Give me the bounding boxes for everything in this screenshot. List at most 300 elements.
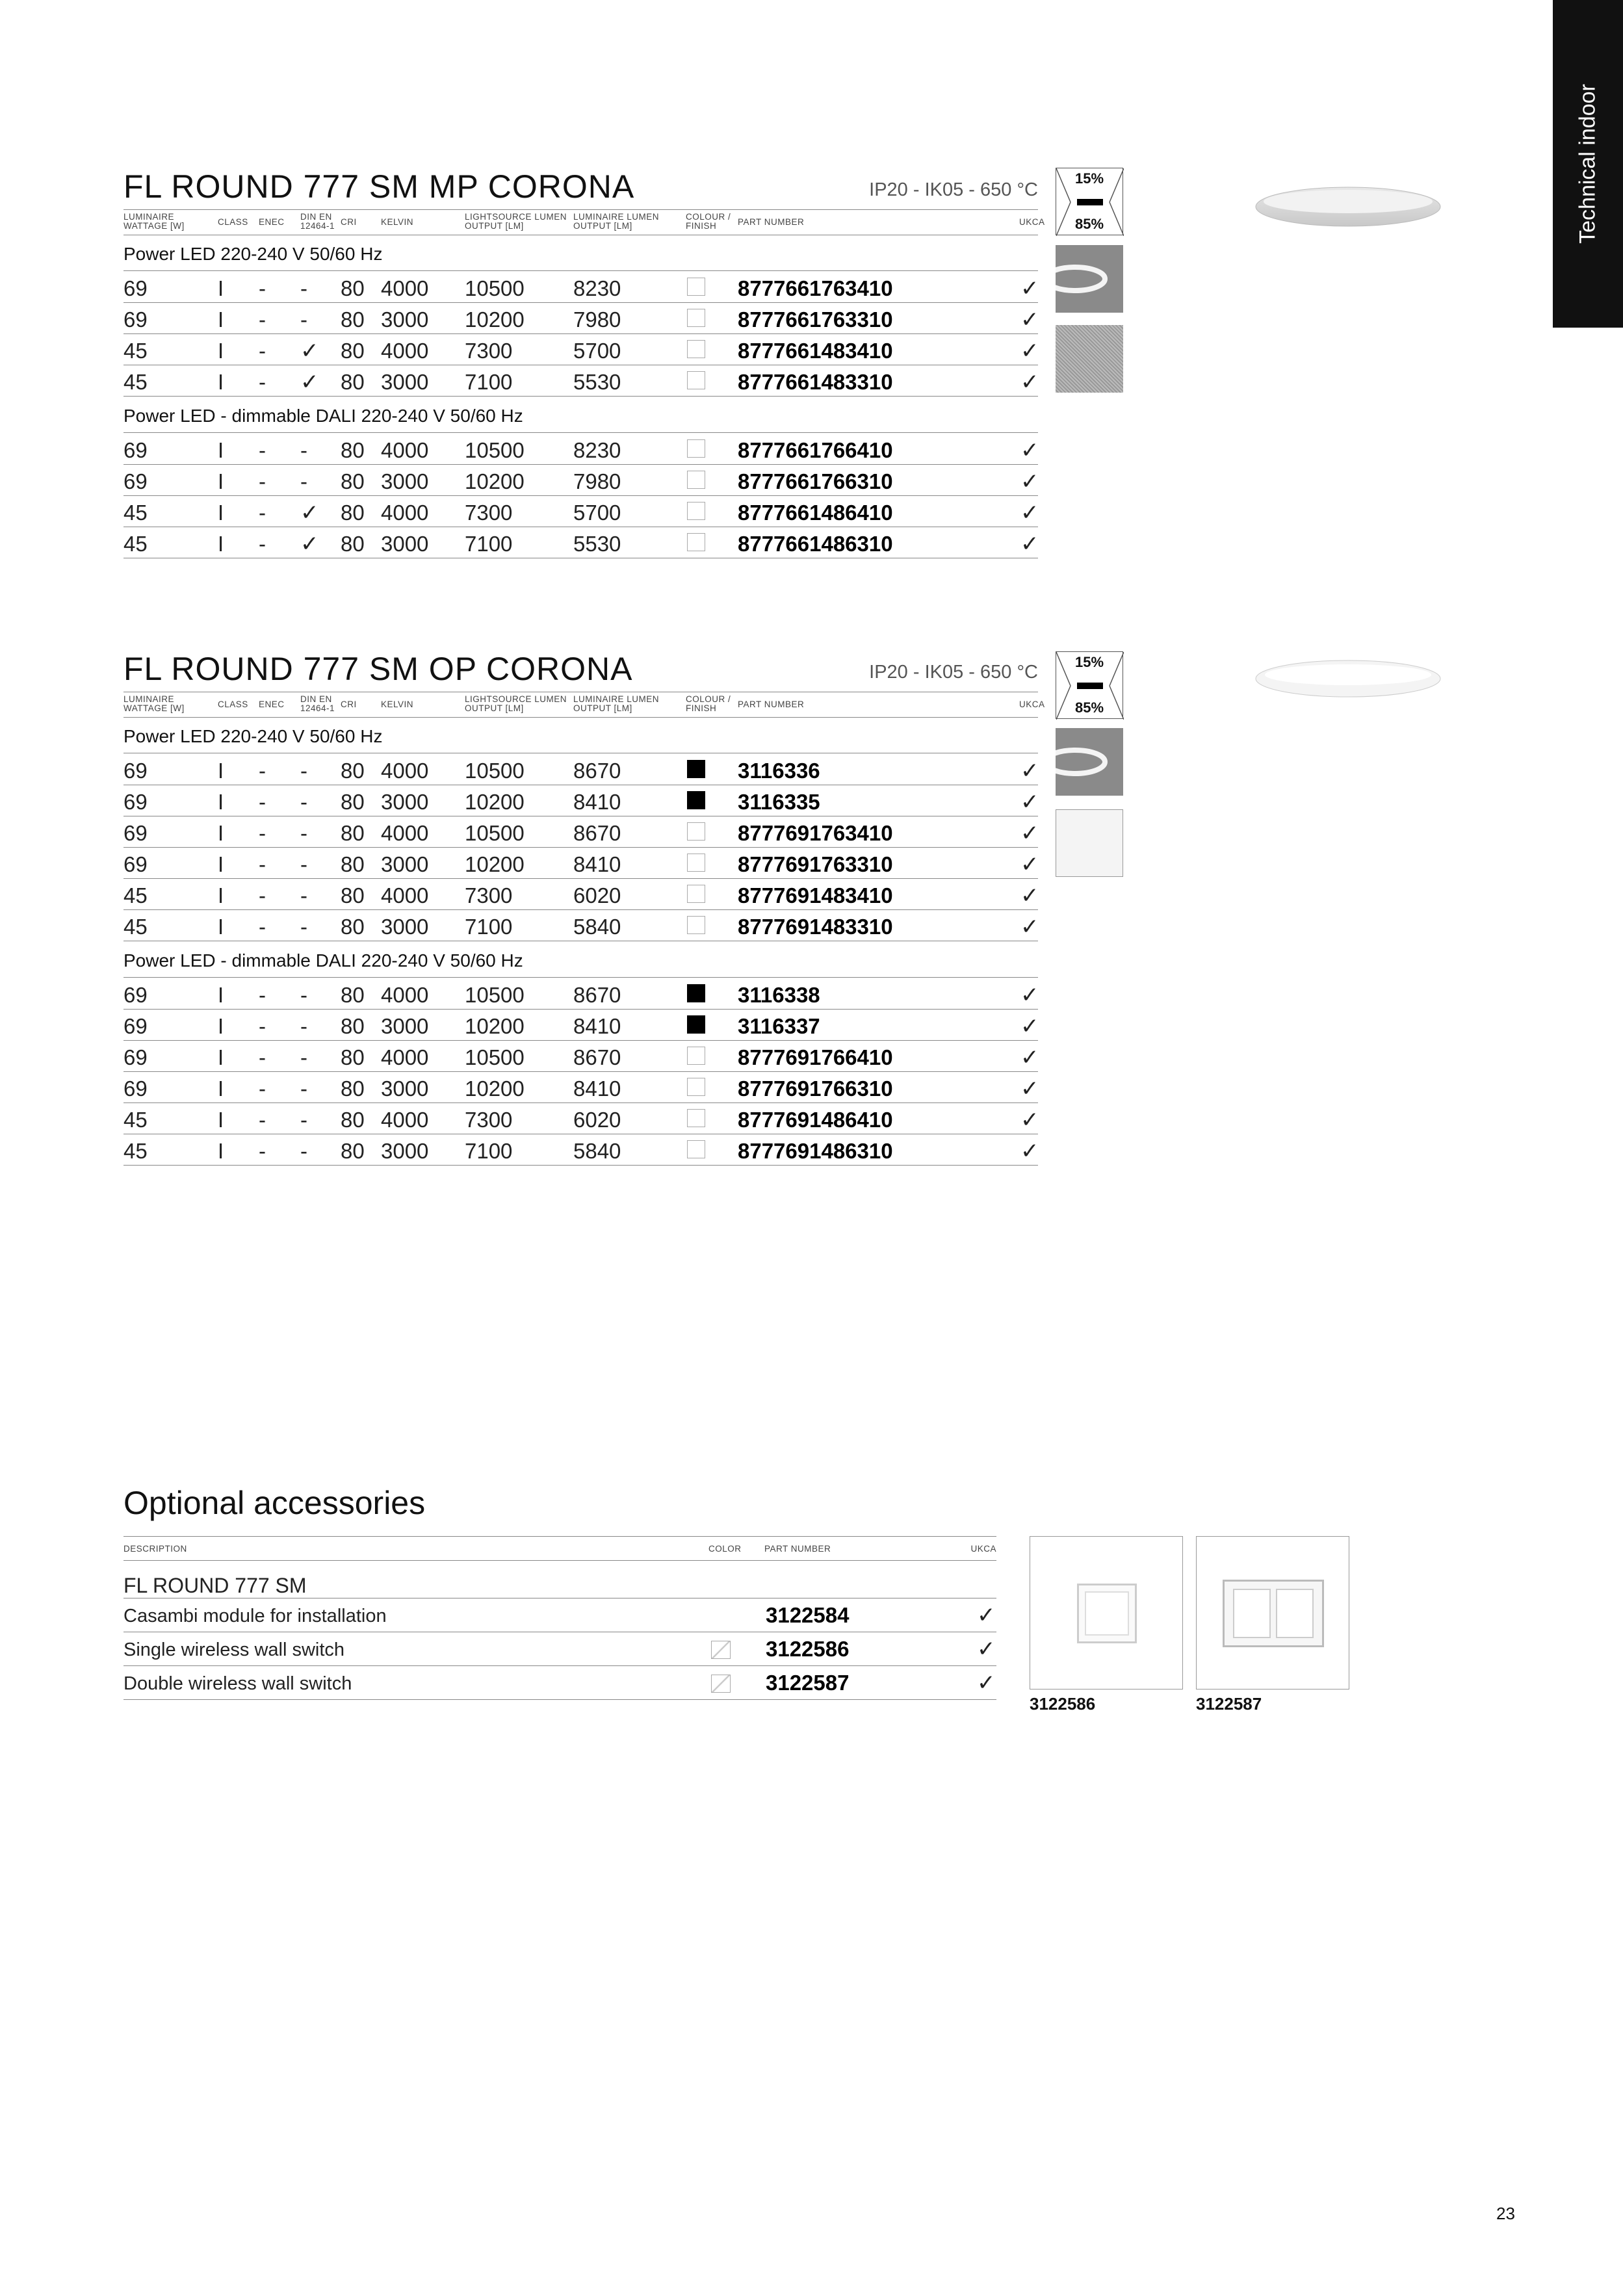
luminaire-lumen: 8410 (573, 1014, 621, 1038)
kelvin: 4000 (381, 883, 429, 907)
table-row (123, 365, 1038, 397)
part-number: 8777691483410 (738, 883, 893, 907)
section2-column-header (123, 692, 1045, 718)
class: I (218, 339, 224, 363)
finish-swatch-white (687, 916, 705, 934)
ukca-check-icon: ✓ (1020, 307, 1039, 332)
class: I (218, 1139, 224, 1163)
din-en-12464: - (300, 1139, 307, 1163)
kelvin: 3000 (381, 852, 429, 876)
finish-swatch-black (687, 760, 705, 778)
section1-light-distribution-icon (1056, 168, 1123, 235)
din-en-12464: - (300, 1108, 307, 1132)
wattage: 45 (123, 501, 148, 525)
finish-swatch-white (687, 309, 705, 327)
din-en-12464: - (300, 821, 307, 845)
lightsource-lumen: 7300 (465, 883, 513, 907)
cri: 80 (341, 1076, 365, 1101)
enec: - (259, 1045, 266, 1069)
ukca-check-icon: ✓ (1020, 915, 1039, 939)
kelvin: 4000 (381, 1108, 429, 1132)
class: I (218, 370, 224, 394)
lightsource-lumen: 10200 (465, 469, 525, 493)
table-row (123, 847, 1038, 879)
din-en-12464: - (300, 276, 307, 300)
cri: 80 (341, 1014, 365, 1038)
table-row (123, 909, 1038, 941)
luminaire-lumen: 8410 (573, 1076, 621, 1101)
col-finish: COLOUR / FINISH (686, 212, 731, 231)
kelvin: 4000 (381, 1045, 429, 1069)
cri: 80 (341, 759, 365, 783)
ukca-check-icon: ✓ (1020, 370, 1039, 395)
finish-swatch-white (687, 439, 705, 458)
col-wattage: LUMINAIRE WATTAGE [W] (123, 694, 185, 713)
ukca-check-icon: ✓ (1020, 883, 1039, 908)
ukca-check-icon: ✓ (1020, 1014, 1039, 1039)
page-number: 23 (1496, 2204, 1515, 2223)
din-en-12464: - (300, 1076, 307, 1101)
wattage: 45 (123, 370, 148, 394)
accessory-image-double-switch (1196, 1536, 1349, 1689)
part-number: 8777691766310 (738, 1076, 893, 1101)
section-tab (1553, 0, 1623, 328)
enec: - (259, 790, 266, 814)
class: I (218, 759, 224, 783)
ukca-check-icon: ✓ (1020, 983, 1039, 1008)
col-description: DESCRIPTION (123, 1544, 187, 1554)
part-number: 8777661763410 (738, 276, 893, 300)
accessories-group-row (123, 1562, 996, 1598)
beam-up-value: 15% (1074, 170, 1104, 187)
col-enec: ENEC (259, 699, 285, 709)
wattage: 45 (123, 532, 148, 556)
enec: - (259, 307, 266, 332)
col-class: CLASS (218, 699, 248, 709)
class: I (218, 883, 224, 907)
wattage: 69 (123, 983, 148, 1007)
group-label: Power LED 220-240 V 50/60 Hz (123, 726, 383, 746)
section2-light-distribution-icon (1056, 651, 1123, 719)
table-row (123, 1009, 1038, 1041)
wattage: 45 (123, 1108, 148, 1132)
part-number: 8777661763310 (738, 307, 893, 332)
din-en-12464: ✓ (300, 339, 319, 363)
accessories-group-label: FL ROUND 777 SM (123, 1574, 307, 1597)
col-kelvin: KELVIN (381, 699, 414, 709)
luminaire-lumen: 8410 (573, 790, 621, 814)
luminaire-lumen: 5840 (573, 1139, 621, 1163)
table-row (123, 978, 1038, 1010)
kelvin: 3000 (381, 469, 429, 493)
light-effect-swatch (1056, 728, 1123, 796)
class: I (218, 790, 224, 814)
cri: 80 (341, 307, 365, 332)
class: I (218, 469, 224, 493)
kelvin: 3000 (381, 1139, 429, 1163)
ukca-check-icon: ✓ (1020, 759, 1039, 783)
col-class: CLASS (218, 217, 248, 227)
part-number: 8777661486310 (738, 532, 893, 556)
class: I (218, 532, 224, 556)
col-cri: CRI (341, 217, 357, 227)
class: I (218, 983, 224, 1007)
finish-swatch-black (687, 1015, 705, 1034)
product-image-op-corona (1253, 650, 1443, 702)
cri: 80 (341, 339, 365, 363)
accessory-part-number: 3122584 (766, 1603, 850, 1627)
wattage: 69 (123, 1076, 148, 1101)
ukca-check-icon: ✓ (1020, 1045, 1039, 1070)
accessory-row (123, 1598, 996, 1632)
wattage: 69 (123, 759, 148, 783)
ukca-check-icon: ✓ (1020, 1076, 1039, 1101)
col-part-number: PART NUMBER (738, 699, 805, 709)
part-number: 8777691486410 (738, 1108, 893, 1132)
enec: - (259, 1139, 266, 1163)
table-row (123, 333, 1038, 365)
col-cri: CRI (341, 699, 357, 709)
enec: - (259, 883, 266, 907)
cri: 80 (341, 469, 365, 493)
finish-swatch-white (687, 1140, 705, 1158)
enec: - (259, 532, 266, 556)
luminaire-lumen: 5530 (573, 532, 621, 556)
lightsource-lumen: 10200 (465, 307, 525, 332)
kelvin: 4000 (381, 438, 429, 462)
section2-ip-rating: IP20 - IK05 - 650 °C (869, 662, 1038, 683)
ukca-check-icon: ✓ (1020, 821, 1039, 846)
luminaire-lumen: 8230 (573, 276, 621, 300)
accessory-description: Casambi module for installation (123, 1606, 387, 1626)
part-number: 8777661766310 (738, 469, 893, 493)
ukca-check-icon: ✓ (977, 1671, 996, 1695)
kelvin: 4000 (381, 276, 429, 300)
lightsource-lumen: 10500 (465, 983, 525, 1007)
wattage: 69 (123, 1045, 148, 1069)
luminaire-lumen: 5840 (573, 915, 621, 939)
product-image-mp-corona (1253, 176, 1443, 234)
table-row (123, 271, 1038, 303)
table-row (123, 433, 1038, 465)
accessory-description: Single wireless wall switch (123, 1639, 345, 1660)
col-ls-lumen: LIGHTSOURCE LUMEN OUTPUT [LM] (465, 212, 567, 231)
ukca-check-icon: ✓ (1020, 276, 1039, 301)
ukca-check-icon: ✓ (1020, 438, 1039, 463)
col-din: DIN EN 12464-1 (300, 212, 335, 231)
table-row (123, 1071, 1038, 1103)
cri: 80 (341, 1139, 365, 1163)
lightsource-lumen: 10200 (465, 790, 525, 814)
table-row (123, 785, 1038, 816)
table-row (123, 878, 1038, 910)
lightsource-lumen: 7300 (465, 1108, 513, 1132)
finish-swatch-white (687, 278, 705, 296)
lightsource-lumen: 10500 (465, 1045, 525, 1069)
cri: 80 (341, 983, 365, 1007)
ukca-check-icon: ✓ (1020, 501, 1039, 525)
lightsource-lumen: 10500 (465, 276, 525, 300)
luminaire-lumen: 8670 (573, 983, 621, 1007)
part-number: 8777661483310 (738, 370, 893, 394)
enec: - (259, 915, 266, 939)
part-number: 3116335 (738, 790, 820, 814)
enec: - (259, 339, 266, 363)
din-en-12464: - (300, 883, 307, 907)
ukca-check-icon: ✓ (1020, 469, 1039, 494)
col-lum-lumen: LUMINAIRE LUMEN OUTPUT [LM] (573, 212, 660, 231)
enec: - (259, 438, 266, 462)
cri: 80 (341, 501, 365, 525)
table-row (123, 1102, 1038, 1134)
class: I (218, 1045, 224, 1069)
lightsource-lumen: 7300 (465, 501, 513, 525)
finish-swatch-white (687, 854, 705, 872)
ukca-check-icon: ✓ (1020, 790, 1039, 815)
class: I (218, 1076, 224, 1101)
lightsource-lumen: 10500 (465, 759, 525, 783)
table-row (123, 1134, 1038, 1166)
enec: - (259, 852, 266, 876)
din-en-12464: ✓ (300, 532, 319, 556)
wattage: 69 (123, 276, 148, 300)
table-row (123, 302, 1038, 334)
wattage: 69 (123, 1014, 148, 1038)
part-number: 3116337 (738, 1014, 820, 1038)
col-kelvin: KELVIN (381, 217, 414, 227)
lightsource-lumen: 10200 (465, 1014, 525, 1038)
din-en-12464: - (300, 1014, 307, 1038)
accessory-caption: 3122587 (1196, 1694, 1262, 1714)
luminaire-lumen: 8230 (573, 438, 621, 462)
table-row (123, 464, 1038, 496)
col-enec: ENEC (259, 217, 285, 227)
col-din: DIN EN 12464-1 (300, 694, 335, 713)
cri: 80 (341, 438, 365, 462)
class: I (218, 915, 224, 939)
kelvin: 3000 (381, 1076, 429, 1101)
part-number: 8777661766410 (738, 438, 893, 462)
section2-title: FL ROUND 777 SM OP CORONA (123, 651, 633, 687)
din-en-12464: - (300, 983, 307, 1007)
kelvin: 4000 (381, 821, 429, 845)
din-en-12464: - (300, 790, 307, 814)
ukca-check-icon: ✓ (977, 1637, 996, 1662)
ukca-check-icon: ✓ (1020, 339, 1039, 363)
enec: - (259, 983, 266, 1007)
cri: 80 (341, 1045, 365, 1069)
wattage: 69 (123, 790, 148, 814)
table-row (123, 495, 1038, 527)
cri: 80 (341, 821, 365, 845)
din-en-12464: - (300, 759, 307, 783)
wattage: 69 (123, 307, 148, 332)
enec: - (259, 501, 266, 525)
table-row (123, 527, 1038, 558)
cri: 80 (341, 532, 365, 556)
ukca-check-icon: ✓ (1020, 1108, 1039, 1132)
beam-up-value: 15% (1074, 654, 1104, 670)
din-en-12464: - (300, 307, 307, 332)
din-en-12464: - (300, 1045, 307, 1069)
wattage: 69 (123, 438, 148, 462)
finish-swatch-white (687, 885, 705, 903)
finish-swatch-white (687, 502, 705, 520)
section1-column-header (123, 209, 1045, 235)
color-swatch-icon (711, 1641, 731, 1659)
luminaire-lumen: 7980 (573, 307, 621, 332)
class: I (218, 276, 224, 300)
beam-down-value: 85% (1074, 216, 1104, 232)
din-en-12464: - (300, 915, 307, 939)
luminaire-lumen: 7980 (573, 469, 621, 493)
enec: - (259, 370, 266, 394)
finish-swatch-white (687, 1109, 705, 1127)
light-effect-swatch (1056, 245, 1123, 313)
lightsource-lumen: 10200 (465, 1076, 525, 1101)
kelvin: 3000 (381, 915, 429, 939)
enec: - (259, 1076, 266, 1101)
finish-swatch-white (687, 822, 705, 841)
kelvin: 4000 (381, 339, 429, 363)
luminaire-lumen: 5700 (573, 501, 621, 525)
group-label: Power LED 220-240 V 50/60 Hz (123, 244, 383, 264)
col-ukca: UKCA (970, 1544, 996, 1554)
class: I (218, 852, 224, 876)
kelvin: 4000 (381, 983, 429, 1007)
part-number: 8777691483310 (738, 915, 893, 939)
enec: - (259, 759, 266, 783)
part-number: 8777691763310 (738, 852, 893, 876)
kelvin: 4000 (381, 501, 429, 525)
finish-swatch-white (687, 1078, 705, 1096)
finish-swatch-white (687, 1047, 705, 1065)
luminaire-lumen: 8670 (573, 759, 621, 783)
kelvin: 3000 (381, 532, 429, 556)
wattage: 45 (123, 915, 148, 939)
table-row (123, 753, 1038, 785)
section1-title: FL ROUND 777 SM MP CORONA (123, 168, 635, 205)
finish-swatch-white (687, 533, 705, 551)
ukca-check-icon: ✓ (977, 1603, 996, 1628)
cri: 80 (341, 852, 365, 876)
enec: - (259, 1108, 266, 1132)
cri: 80 (341, 790, 365, 814)
accessory-part-number: 3122587 (766, 1671, 850, 1695)
lightsource-lumen: 10500 (465, 821, 525, 845)
part-number: 3116338 (738, 983, 820, 1007)
accessory-part-number: 3122586 (766, 1637, 850, 1661)
cri: 80 (341, 915, 365, 939)
enec: - (259, 1014, 266, 1038)
cri: 80 (341, 883, 365, 907)
col-part-number: PART NUMBER (764, 1544, 831, 1554)
accessory-row (123, 1665, 996, 1700)
opal-diffuser-swatch (1056, 809, 1123, 877)
diffuser-texture-swatch (1056, 325, 1123, 393)
enec: - (259, 469, 266, 493)
din-en-12464: - (300, 438, 307, 462)
cri: 80 (341, 276, 365, 300)
beam-down-value: 85% (1074, 699, 1104, 716)
section-tab-label: Technical indoor (1575, 84, 1600, 244)
lightsource-lumen: 7100 (465, 1139, 513, 1163)
ukca-check-icon: ✓ (1020, 1139, 1039, 1164)
wattage: 69 (123, 852, 148, 876)
class: I (218, 501, 224, 525)
wattage: 45 (123, 883, 148, 907)
enec: - (259, 276, 266, 300)
finish-swatch-black (687, 791, 705, 809)
col-wattage: LUMINAIRE WATTAGE [W] (123, 212, 185, 231)
col-part-number: PART NUMBER (738, 217, 805, 227)
col-lum-lumen: LUMINAIRE LUMEN OUTPUT [LM] (573, 694, 660, 713)
wattage: 45 (123, 1139, 148, 1163)
table-row (123, 1040, 1038, 1072)
part-number: 8777661486410 (738, 501, 893, 525)
ukca-check-icon: ✓ (1020, 532, 1039, 556)
class: I (218, 307, 224, 332)
accessories-column-header (123, 1536, 996, 1561)
col-color: COLOR (708, 1544, 742, 1554)
wattage: 45 (123, 339, 148, 363)
lightsource-lumen: 7100 (465, 915, 513, 939)
kelvin: 3000 (381, 790, 429, 814)
col-finish: COLOUR / FINISH (686, 694, 731, 713)
class: I (218, 438, 224, 462)
finish-swatch-white (687, 471, 705, 489)
cri: 80 (341, 370, 365, 394)
din-en-12464: ✓ (300, 370, 319, 395)
group-label: Power LED - dimmable DALI 220-240 V 50/60 Hz (123, 950, 523, 971)
col-ukca: UKCA (1019, 217, 1045, 227)
kelvin: 3000 (381, 1014, 429, 1038)
class: I (218, 1108, 224, 1132)
part-number: 8777691763410 (738, 821, 893, 845)
cri: 80 (341, 1108, 365, 1132)
finish-swatch-white (687, 340, 705, 358)
finish-swatch-white (687, 371, 705, 389)
din-en-12464: - (300, 469, 307, 493)
part-number: 8777691766410 (738, 1045, 893, 1069)
col-ls-lumen: LIGHTSOURCE LUMEN OUTPUT [LM] (465, 694, 567, 713)
wattage: 69 (123, 821, 148, 845)
part-number: 8777691486310 (738, 1139, 893, 1163)
class: I (218, 821, 224, 845)
lightsource-lumen: 7300 (465, 339, 513, 363)
accessory-row (123, 1632, 996, 1666)
wattage: 69 (123, 469, 148, 493)
kelvin: 3000 (381, 370, 429, 394)
part-number: 8777661483410 (738, 339, 893, 363)
lightsource-lumen: 7100 (465, 532, 513, 556)
ukca-check-icon: ✓ (1020, 852, 1039, 877)
color-swatch-icon (711, 1675, 731, 1693)
lightsource-lumen: 7100 (465, 370, 513, 394)
accessory-caption: 3122586 (1030, 1694, 1096, 1714)
luminaire-lumen: 8410 (573, 852, 621, 876)
accessory-image-single-switch (1030, 1536, 1183, 1689)
luminaire-lumen: 6020 (573, 1108, 621, 1132)
accessories-title: Optional accessories (123, 1485, 426, 1521)
kelvin: 3000 (381, 307, 429, 332)
col-ukca: UKCA (1019, 699, 1045, 709)
luminaire-lumen: 5700 (573, 339, 621, 363)
table-row (123, 816, 1038, 848)
luminaire-lumen: 5530 (573, 370, 621, 394)
lightsource-lumen: 10200 (465, 852, 525, 876)
din-en-12464: ✓ (300, 501, 319, 525)
